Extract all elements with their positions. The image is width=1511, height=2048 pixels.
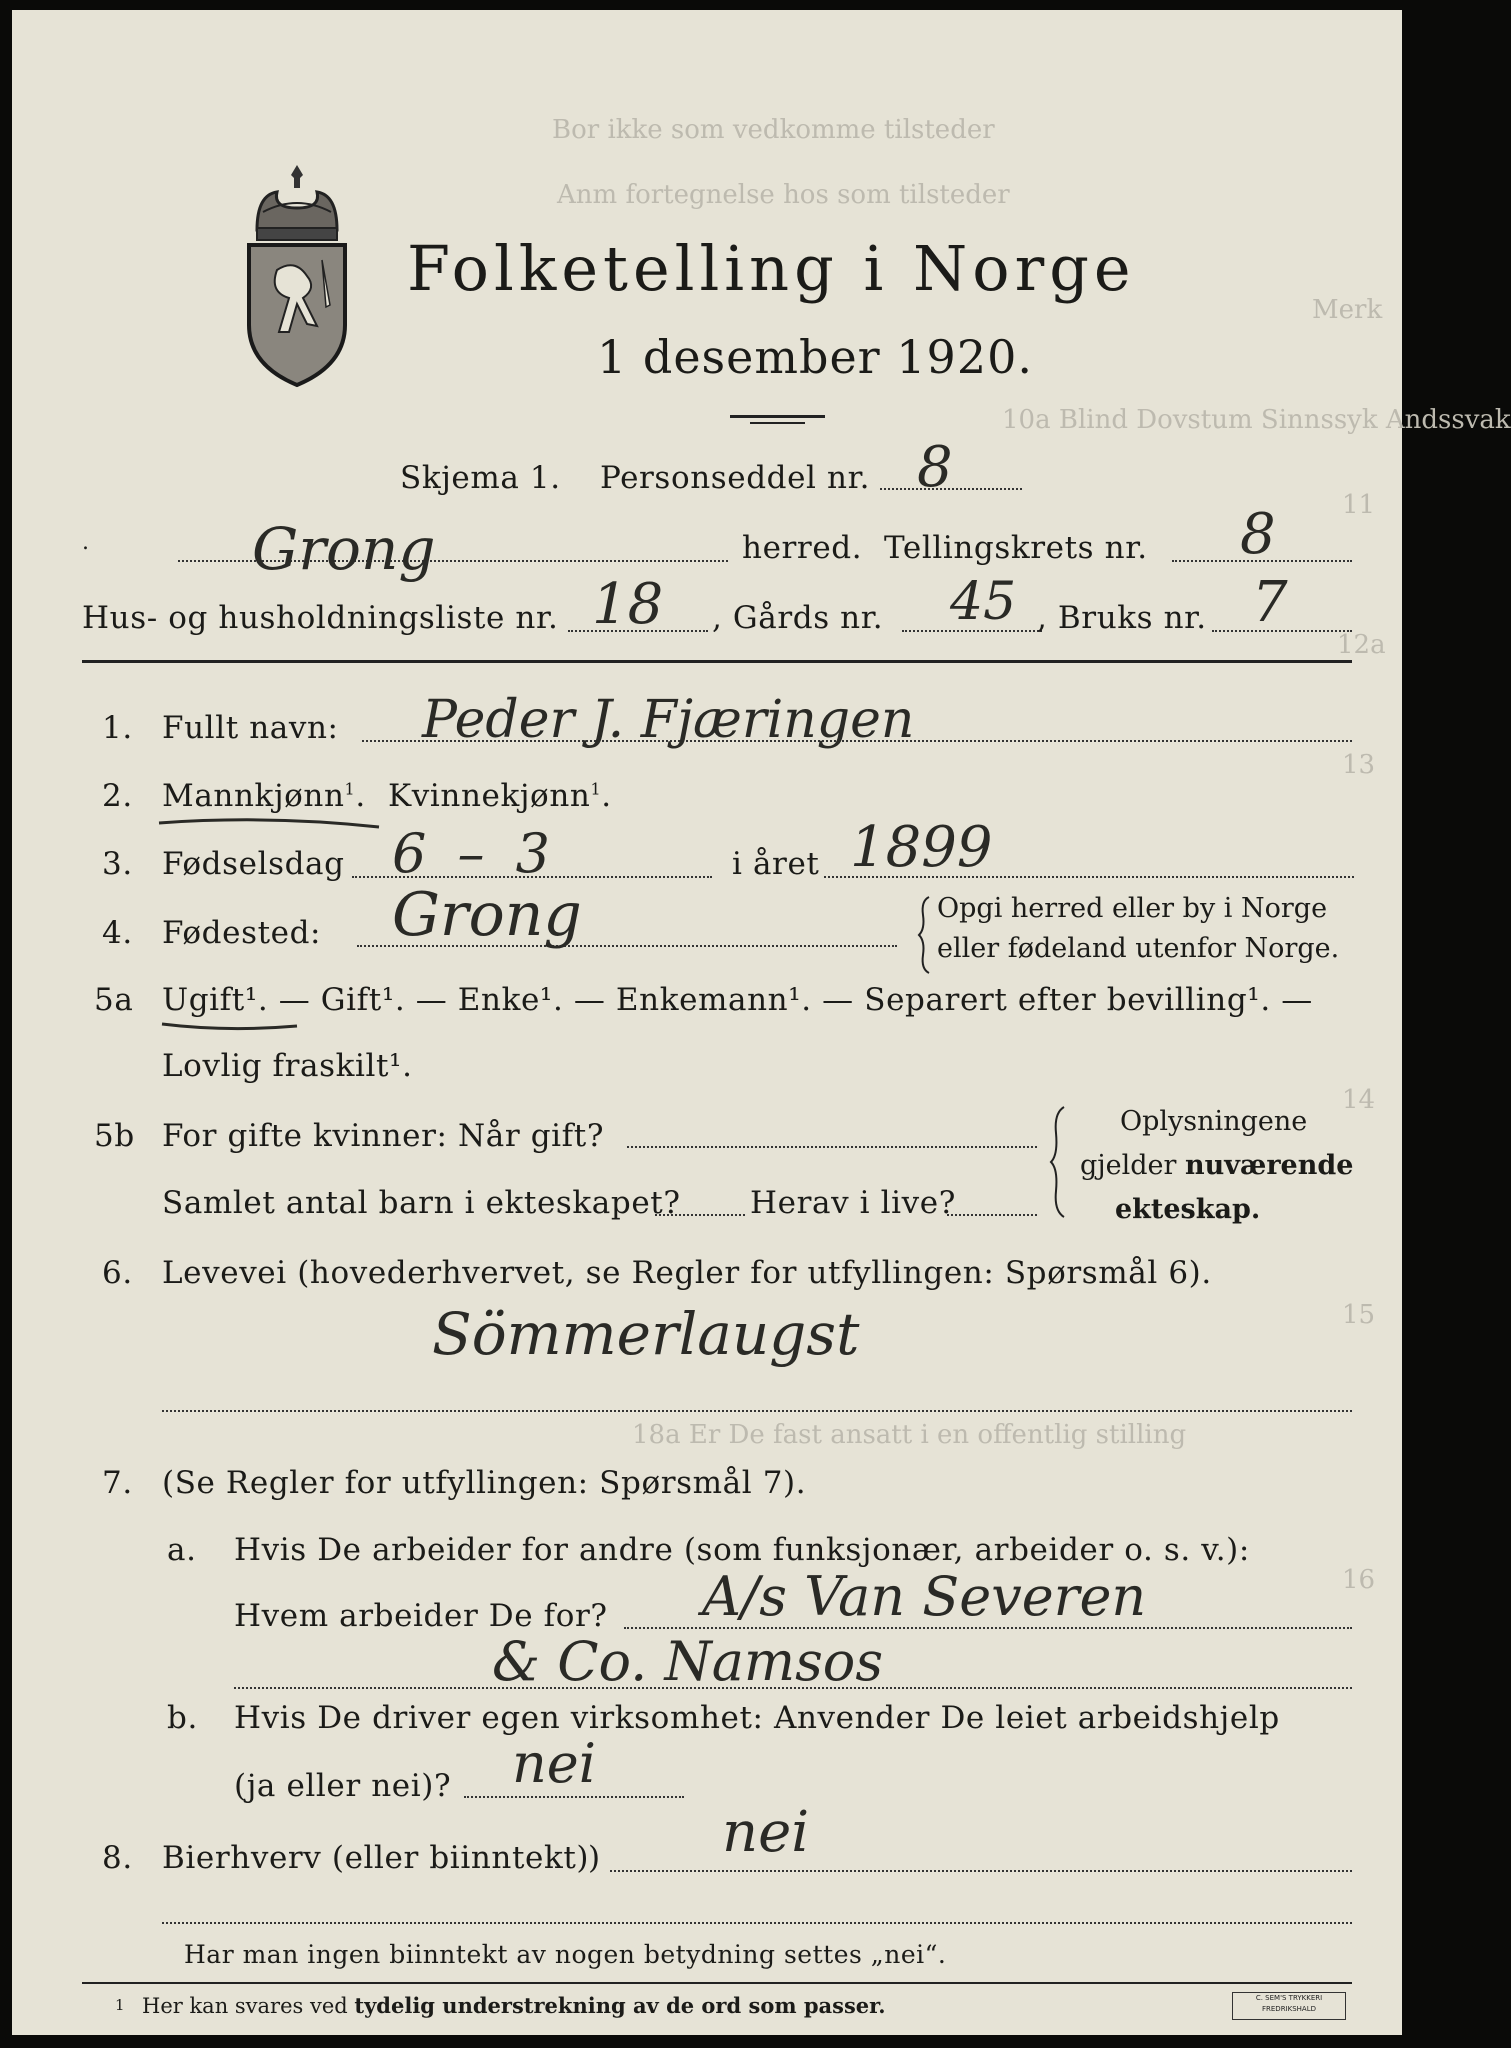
q6-line [162,1410,1352,1412]
q6-label: Levevei (hovederhvervet, se Regler for utfyllingen: Spørsmål 6). [162,1255,1212,1291]
q1-value: Peder J. Fjæringen [422,690,915,750]
census-form-sheet [12,10,1511,2035]
q7b-line1: Hvis De driver egen virksomhet: Anvender De leiet arbeidshjelp [234,1700,1280,1736]
census-date: 1 desember 1920. [597,330,1033,384]
q5b-children-label: Samlet antal barn i ekteskapet? [162,1185,681,1221]
q5b-children-line [655,1214,745,1216]
gards-value: 45 [950,572,1017,632]
q4-label: Fødested: [162,915,322,951]
q8-line [610,1870,1352,1872]
bleed-text: Anm fortegnelse hos som tilsteder [557,180,1010,210]
q5a-number: 5a [94,982,134,1018]
q3-year-label: i året [732,846,820,882]
q7a-letter: a. [167,1532,197,1568]
husholdningsliste-value: 18 [592,572,664,637]
q7a-line1: Hvis De arbeider for andre (som funksjonær, arbeider o. s. v.): [234,1532,1250,1568]
q5b-note1: Oplysningene [1120,1106,1308,1137]
q1-label: Fullt navn: [162,710,339,746]
bleed-text: 14 [1342,1085,1376,1115]
q8-extra-line [162,1922,1352,1924]
q4-number: 4. [102,915,133,951]
personseddel-label: Personseddel nr. [600,460,871,496]
tellingskrets-label: Tellingskrets nr. [884,530,1148,566]
bleed-text: 16 [1342,1565,1376,1595]
q4-value: Grong [392,880,582,950]
q5b-alive-line [947,1214,1037,1216]
bleed-text: 12a [1337,630,1386,660]
q8-number: 8. [102,1840,133,1876]
q7-number: 7. [102,1465,133,1501]
section-divider [82,660,1352,663]
coat-of-arms-icon [227,160,367,385]
q6-number: 6. [102,1255,133,1291]
bruks-label: , Bruks nr. [1037,600,1207,636]
q8-value: nei [722,1800,810,1865]
footer-divider [82,1982,1352,1984]
q8-paren: ) [588,1840,601,1876]
q5b-line1: For gifte kvinner: Når gift? [162,1118,605,1154]
bleed-text: 13 [1342,750,1376,780]
footer-note: Har man ingen biinntekt av nogen betydning settes „nei“. [184,1940,947,1969]
q7a-value1: A/s Van Severen [702,1565,1147,1628]
q5a-underline-mark [160,1018,300,1032]
q3-number: 3. [102,846,133,882]
herred-value: Grong [252,515,436,583]
q5b-note3: ekteskap. [1115,1194,1261,1225]
divider [730,415,825,418]
q7b-line [464,1796,684,1798]
q5b-note2: gjelder nuværende [1080,1150,1354,1181]
q3-label: Fødselsdag [162,846,345,882]
q7b-letter: b. [167,1700,198,1736]
bleed-text: Merk [1312,295,1383,325]
q3-year-value: 1899 [850,815,993,880]
printer-stamp: C. SEM'S TRYKKERI FREDRIKSHALD [1232,1992,1346,2020]
q3-value: 6 – 3 [392,822,551,885]
q7a-line2-underline [234,1687,1352,1689]
husholdningsliste-label: Hus- og husholdningsliste nr. [82,600,559,636]
skjema-label: Skjema 1. [400,460,561,496]
q4-brace [915,895,935,975]
q7b-value: nei [512,1732,597,1795]
margin-mark: . [82,530,89,555]
tellingskrets-value: 8 [1240,502,1276,567]
bleed-text: 11 [1342,490,1376,520]
q5b-brace [1048,1105,1070,1220]
q1-number: 1. [102,710,133,746]
bruks-value: 7 [1252,570,1288,635]
personseddel-value: 8 [917,435,953,500]
herred-label: herred. [742,530,863,566]
q5b-married-line [627,1146,1037,1148]
q5a-options-line2: Lovlig fraskilt¹. [162,1048,413,1084]
divider [750,422,805,424]
q2-number: 2. [102,778,133,814]
q4-note-line2: eller fødeland utenfor Norge. [937,933,1340,964]
bleed-text: 15 [1342,1300,1376,1330]
q7a-value2: & Co. Namsos [492,1630,884,1693]
bleed-text: 18a Er De fast ansatt i en offentlig stilling [632,1420,1187,1450]
q6-value: Sömmerlaugst [432,1300,860,1368]
q2-underline-mark [157,815,382,831]
bleed-text: 10a Blind Dovstum Sinnssyk Andssvak [1002,405,1511,435]
q5b-alive-label: Herav i live? [750,1185,956,1221]
q2-female: Kvinnekjønn$^1$. [388,778,612,814]
q4-note-line1: Opgi herred eller by i Norge [937,893,1328,924]
q5b-number: 5b [94,1118,135,1154]
footnote-text: Her kan svares ved tydelig understrekning av de ord som passer. [142,1993,886,2018]
gards-label: , Gårds nr. [712,600,884,636]
q7a-line2: Hvem arbeider De for? [234,1598,608,1634]
footnote-number: 1 [115,1996,125,2014]
bleed-text: Bor ikke som vedkomme tilsteder [552,115,995,145]
q7-label: (Se Regler for utfyllingen: Spørsmål 7). [162,1465,807,1501]
form-title: Folketelling i Norge [407,232,1136,305]
q2-male: Mannkjønn$^1$. [162,778,366,814]
q7b-line2: (ja eller nei)? [234,1768,452,1804]
q8-label: Bierhverv (eller biinntekt) [162,1840,590,1876]
q5a-options: Ugift¹. — Gift¹. — Enke¹. — Enkemann¹. — Separert efter bevilling¹. — [162,982,1313,1018]
